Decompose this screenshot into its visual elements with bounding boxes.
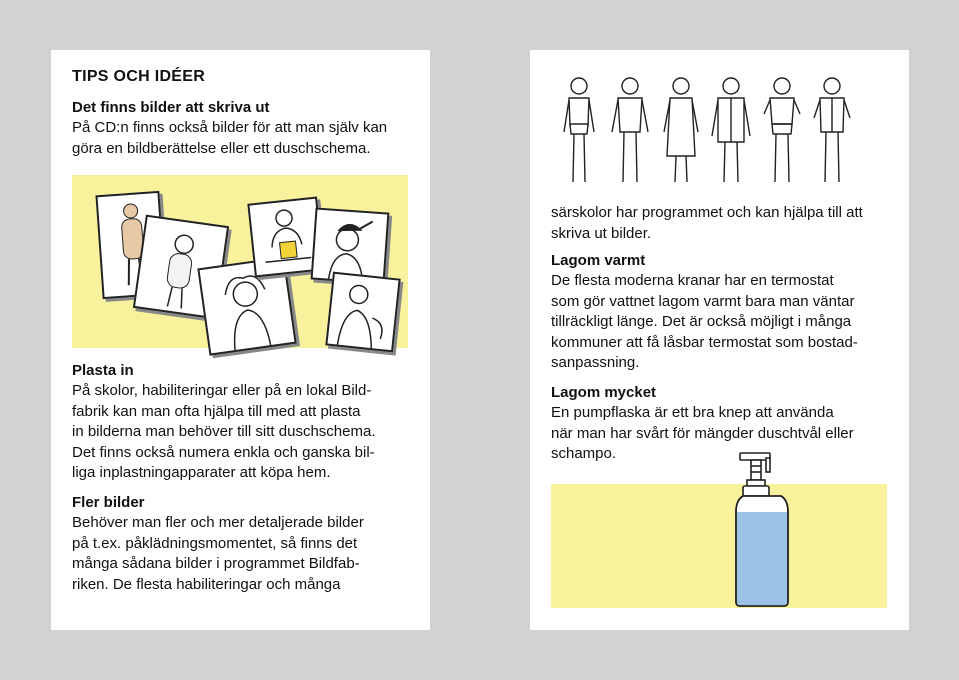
section-heading: Fler bilder [72, 494, 145, 511]
dressing-figures-row [554, 74, 854, 194]
section-heading: Lagom varmt [551, 252, 646, 269]
section-body: särskolor har programmet och kan hjälpa till att skriva ut bilder. [551, 204, 863, 242]
illustration-background [551, 484, 887, 608]
section-print-pictures [72, 98, 417, 159]
pump-bottle-icon [730, 450, 794, 608]
section-body: De flesta moderna kranar har en termostat som gör vattnet lagom varmt bara man väntar tillräckligt länge. Det är också möjligt i många kommuner att få låsbar termostat som bostad- sanpassning. [551, 272, 858, 371]
section-laminate [72, 361, 417, 484]
section-continuation [551, 203, 896, 244]
section-just-warm [551, 251, 896, 374]
section-body: En pumpflaska är ett bra knep att använda när man har svårt för mängder duschtvål eller schampo. [551, 404, 854, 462]
section-more-pictures [72, 493, 417, 595]
page-title: TIPS OCH IDÉER [72, 68, 206, 85]
shower-picture-card-icon [325, 272, 400, 353]
section-body: På skolor, habiliteringar eller på en lokal Bild- fabrik kan man ofta hjälpa till med att plasta in bilderna man behöver till sitt duschschema. Det finns också numera enkla och ganska bil- liga inplastningapparater att köpa hem. [72, 382, 376, 481]
section-heading: Det finns bilder att skriva ut [72, 99, 270, 116]
section-heading: Plasta in [72, 362, 134, 379]
section-just-enough [551, 383, 896, 465]
section-heading: Lagom mycket [551, 384, 657, 401]
section-body: På CD:n finns också bilder för att man själv kan göra en bildberättelse eller ett duschschema. [72, 119, 388, 157]
right-page [530, 50, 909, 630]
dressing-figure-icon [554, 74, 854, 194]
section-body: Behöver man fler och mer detaljerade bilder på t.ex. påklädningsmomentet, så finns det många sådana bilder i programmet Bildfab- riken. De flesta habiliteringar och många [72, 514, 364, 593]
left-page [51, 50, 430, 630]
